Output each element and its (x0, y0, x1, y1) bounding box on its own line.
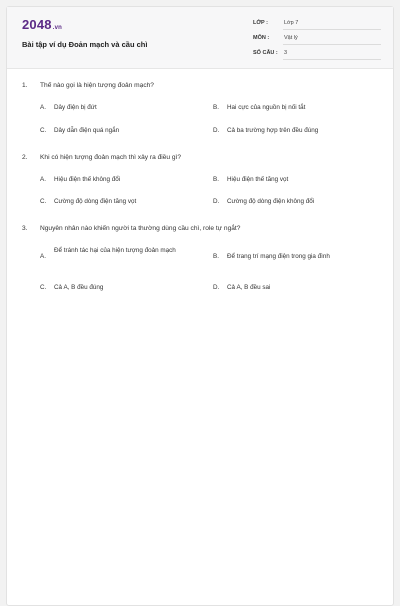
option-text: Để trang trí mạng điện trong gia đình (227, 253, 330, 260)
option-text: Cả A, B đều đúng (54, 284, 104, 291)
worksheet-header (7, 7, 393, 69)
meta-question-count (253, 48, 381, 60)
meta-subject-underline (283, 44, 381, 45)
meta-subject (253, 33, 381, 45)
logo-suffix: .vn (52, 25, 63, 31)
worksheet-title: Bài tập ví dụ Đoản mạch và cầu chì (22, 40, 148, 49)
option-letter: A. (40, 176, 46, 183)
meta-subject-label: MÔN : (253, 35, 270, 41)
question-text: Nguyên nhân nào khiến người ta thường dùng cầu chì, role tự ngắt? (40, 225, 241, 232)
option-text: Hiệu điện thế không đổi (54, 176, 121, 183)
option-letter: D. (213, 284, 220, 291)
option-text: Cường độ dòng điện tăng vọt (54, 198, 137, 205)
question-number: 3. (22, 225, 28, 232)
option-text: Dây dẫn điện quá ngắn (54, 127, 120, 134)
option-letter: B. (213, 253, 219, 260)
question-text: Khi có hiện tượng đoản mạch thì xảy ra điều gì? (40, 154, 182, 161)
option-letter: A. (40, 253, 46, 260)
meta-question-count-label: SỐ CÂU : (253, 50, 278, 56)
meta-class-underline (283, 29, 381, 30)
logo-text: 2048 (22, 17, 52, 32)
question-number: 1. (22, 82, 28, 89)
question-number: 2. (22, 154, 28, 161)
question-text: Thế nào gọi là hiện tượng đoản mạch? (40, 82, 154, 89)
meta-question-count-value: 3 (284, 50, 288, 56)
option-letter: B. (213, 176, 219, 183)
option-letter: D. (213, 198, 220, 205)
option-text: Cường độ dòng điện không đổi (227, 198, 315, 205)
option-letter: C. (40, 284, 47, 291)
option-text: Hiệu điện thế tăng vọt (227, 176, 289, 183)
option-text: Cả A, B đều sai (227, 284, 271, 291)
site-logo[interactable] (22, 17, 62, 32)
worksheet (6, 6, 394, 606)
meta-class-label: LỚP : (253, 20, 268, 26)
option-letter: D. (213, 127, 220, 134)
meta-question-count-underline (283, 59, 381, 60)
option-text: Dây điện bị đứt (54, 104, 97, 111)
option-letter: A. (40, 104, 46, 111)
meta-class (253, 18, 381, 30)
option-letter: C. (40, 198, 47, 205)
option-text: Để tránh tác hại của hiện tượng đoản mạch (54, 247, 176, 254)
option-letter: C. (40, 127, 47, 134)
option-text: Hai cực của nguồn bị nối tắt (227, 104, 306, 111)
meta-class-value: Lớp 7 (284, 20, 299, 26)
option-text: Cả ba trường hợp trên đều đúng (227, 127, 319, 134)
option-letter: B. (213, 104, 219, 111)
meta-subject-value: Vật lý (284, 35, 298, 41)
